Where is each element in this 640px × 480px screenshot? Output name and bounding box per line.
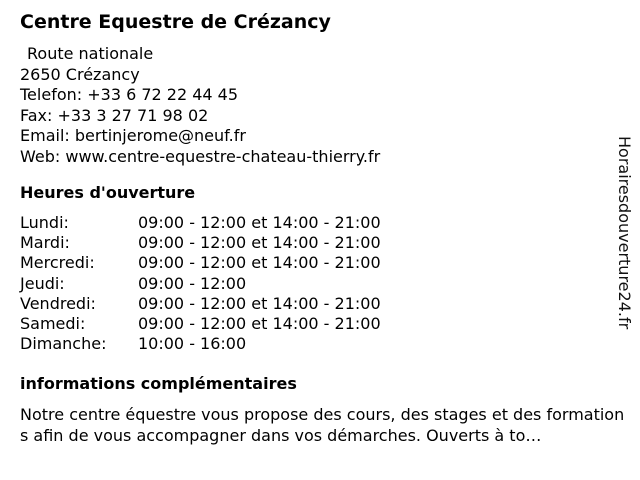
hours-table: [20, 213, 381, 354]
info-description: Notre centre équestre vous propose des cours, des stages et des formations afin de vous accompagner dans vos démarches. Ouverts à to…: [20, 405, 625, 445]
hours-day: Lundi:: [20, 213, 69, 232]
hours-time: 09:00 - 12:00: [138, 273, 247, 293]
hours-time: 09:00 - 12:00 et 14:00 - 21:00: [138, 233, 381, 253]
contact-email[interactable]: Email: bertinjerome@neuf.fr: [20, 126, 246, 145]
hours-day: Mardi:: [20, 233, 70, 253]
hours-day: Mercredi:: [20, 253, 95, 273]
hours-row-mardi: [20, 233, 381, 253]
hours-row-lundi: [20, 213, 381, 233]
hours-row-samedi: [20, 314, 381, 334]
hours-time: 09:00 - 12:00 et 14:00 - 21:00: [138, 313, 381, 333]
hours-row-jeudi: [20, 274, 381, 294]
hours-day: Jeudi:: [20, 273, 65, 293]
hours-day: Vendredi:: [20, 293, 96, 313]
info-heading: informations complémentaires: [20, 374, 297, 393]
hours-row-vendredi: [20, 294, 381, 314]
contact-phone[interactable]: Telefon: +33 6 72 22 44 45: [20, 85, 239, 104]
hours-time: 09:00 - 12:00 et 14:00 - 21:00: [138, 213, 381, 232]
contact-web[interactable]: Web: www.centre-equestre-chateau-thierry.fr: [20, 146, 381, 166]
hours-time: 09:00 - 12:00 et 14:00 - 21:00: [138, 293, 381, 313]
contact-street: Route nationale: [27, 44, 154, 63]
contact-fax: Fax: +33 3 27 71 98 02: [20, 105, 209, 125]
hours-time: 10:00 - 16:00: [138, 334, 247, 354]
site-watermark: Horairesdouverture24.fr: [615, 136, 634, 330]
contact-block: [20, 44, 380, 167]
hours-day: Samedi:: [20, 313, 86, 333]
hours-heading: Heures d'ouverture: [20, 183, 196, 202]
hours-day: Dimanche:: [20, 334, 107, 354]
contact-city: 2650 Crézancy: [20, 64, 140, 84]
business-name: Centre Equestre de Crézancy: [20, 11, 331, 33]
hours-row-dimanche: [20, 334, 381, 354]
hours-row-mercredi: [20, 253, 381, 273]
hours-time: 09:00 - 12:00 et 14:00 - 21:00: [138, 253, 381, 273]
